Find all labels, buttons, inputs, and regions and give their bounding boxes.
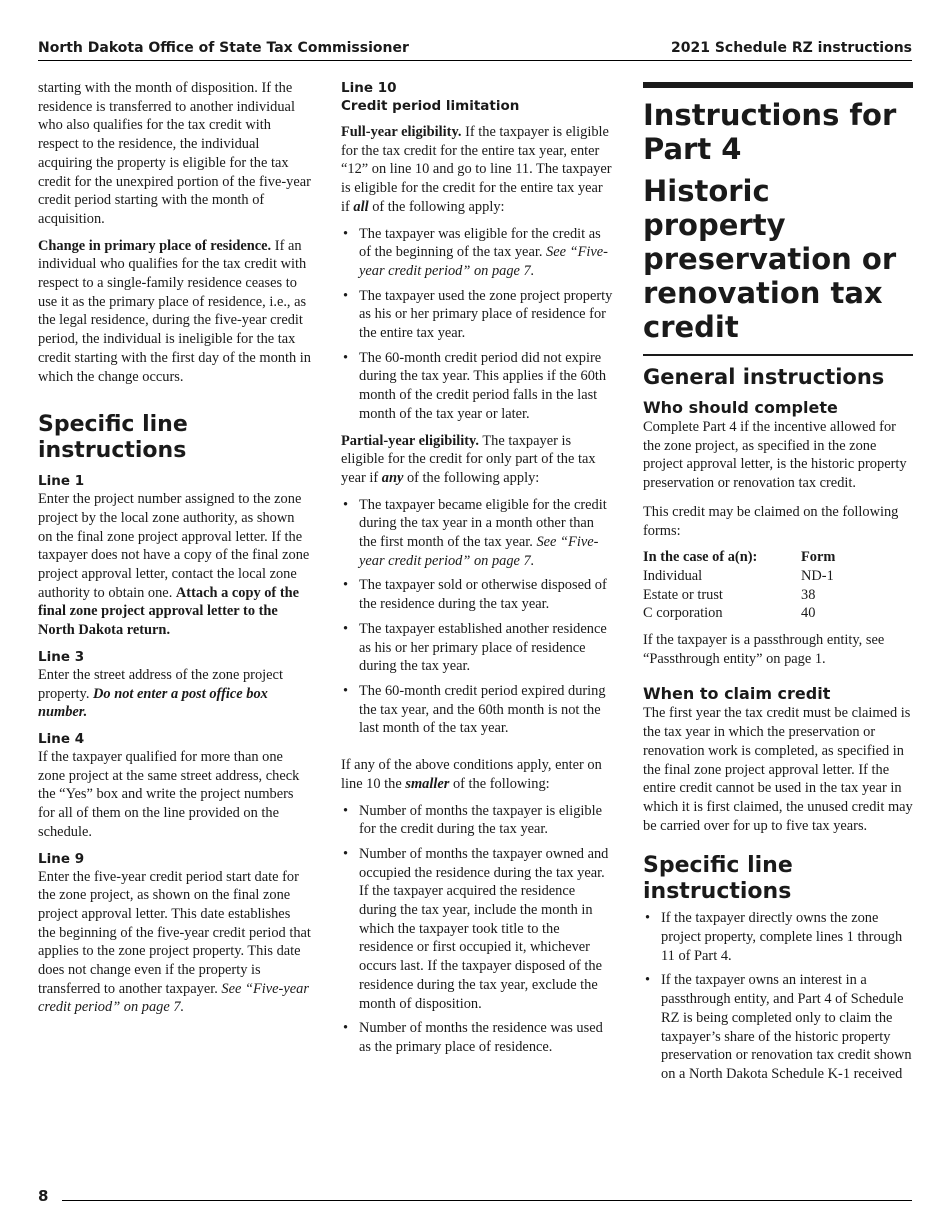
- smaller-body-end: of the following:: [452, 775, 550, 792]
- list-item: • If the taxpayer owns an interest in a passthrough entity, and Part 4 of Schedule RZ is being completed only to claim the taxpayer’s share of the historic property preservation or renovation tax credit shown on a North Dakota Schedule K-1 received: [643, 971, 913, 1083]
- partial-year-paragraph: [341, 432, 613, 488]
- list-item-text: The taxpayer was eligible for the credit as of the beginning of the tax year.: [359, 225, 601, 261]
- specific-line-heading-part4: Specific line instructions: [643, 853, 793, 905]
- line-10-title: Credit period limitation: [341, 98, 520, 114]
- list-item-text: The taxpayer sold or otherwise disposed of the residence during the tax year.: [359, 577, 607, 613]
- list-item-text: The taxpayer established another residence as his or her primary place of residence during the tax year.: [359, 620, 607, 675]
- partial-year-any: any: [381, 469, 404, 486]
- full-year-body: If the taxpayer is eligible for the tax credit for the entire tax year, enter “12” on line 10 and go to line 11. The taxpayer is eligible for the credit for the entire tax year if: [341, 124, 612, 215]
- list-item: • If the taxpayer directly owns the zone project property, complete lines 1 through 11 of Part 4.: [643, 909, 913, 965]
- line-4-label: Line 4: [38, 730, 85, 747]
- change-residence-body: If an individual who qualifies for the tax credit with respect to a single-family residence ceases to use it as the primary place of residence, i.e., as the legal residence, during the five-year credit period, the individual is ineligible for the tax credit starting with the first day of the month in which the change occurs.: [38, 237, 311, 385]
- table-row: [643, 567, 835, 586]
- line-9-paragraph: [38, 868, 311, 1018]
- line-9-body: Enter the five-year credit period start date for the zone project, as shown on the final zone project approval letter. This date establishes the beginning of the five-year credit period that applies to the zone project property. This date does not change even if the property is transferred to another taxpayer.: [38, 868, 311, 997]
- smaller-list: [341, 802, 613, 1057]
- partial-year-title: Partial-year eligibility.: [341, 432, 480, 449]
- line-1-label: Line 1: [38, 473, 85, 490]
- line-1-attach-note: Attach a copy of the final zone project approval letter to the North Dakota return.: [38, 584, 300, 639]
- specific-line-list: [643, 909, 913, 1083]
- smaller-paragraph: [341, 756, 613, 793]
- table-cell: Estate or trust: [643, 586, 723, 603]
- line-4-body: If the taxpayer qualified for more than one zone project at the same street address, check the “Yes” box and write the project numbers for all of them on the line provided on the schedule.: [38, 748, 300, 840]
- list-item: [341, 225, 613, 281]
- list-item-reference: See “Five-year credit period” on page 7.: [359, 244, 608, 279]
- page-footer: [38, 1187, 912, 1203]
- list-item-reference: See “Five-year credit period” on page 7.: [359, 534, 599, 569]
- table-header-form: Form: [801, 549, 836, 566]
- table-cell: Individual: [643, 567, 703, 584]
- table-cell: 40: [801, 605, 816, 622]
- agency-name: North Dakota Office of State Tax Commissioner: [38, 40, 409, 56]
- list-item: [341, 496, 613, 571]
- full-year-title: Full-year eligibility.: [341, 124, 462, 140]
- list-item: • Number of months the residence was used as the primary place of residence.: [341, 1019, 613, 1056]
- line-9-reference: See “Five-year credit period” on page 7.: [38, 980, 309, 1016]
- list-item: • Number of months the taxpayer owned and occupied the residence during the tax year. If the taxpayer acquired the residence during the tax year, include the month in which the taxpayer took title to the residence or first occupied it, whichever occurs last. If the taxpayer disposed of the residence during the tax year, exclude the month of disposition.: [341, 845, 613, 1013]
- column-3: [643, 82, 913, 1092]
- change-residence-paragraph: [38, 237, 311, 387]
- forms-table: [643, 548, 835, 623]
- line-3-body: Enter the street address of the zone project property.: [38, 666, 283, 702]
- line-1-body: Enter the project number assigned to the zone project by the local zone authority, as shown on the final zone project approval letter. If the taxpayer does not have a copy of the final zone project approval letter, contact the local zone authority to obtain one.: [38, 491, 310, 601]
- partial-year-body-end: of the following apply:: [406, 469, 540, 486]
- column-2: [341, 79, 613, 1065]
- list-item-text: The 60-month credit period expired during the tax year, and the 60th month is not the last month of the tax year.: [359, 682, 606, 737]
- line-9-label: Line 9: [38, 850, 85, 867]
- table-header-row: [643, 548, 835, 567]
- full-year-list: [341, 225, 613, 424]
- list-item-text: The 60-month credit period did not expire during the tax year. This applies if the 60th month of the credit period falls in the last month of the tax year or later.: [359, 349, 607, 422]
- list-item-text: The taxpayer used the zone project property as his or her primary place of residence for the entire tax year.: [359, 287, 613, 342]
- full-year-body-end: of the following apply:: [372, 198, 505, 215]
- who-should-complete-body: Complete Part 4 if the incentive allowed for the zone project, as specified in the zone project approval letter, is the historic property preservation or renovation tax credit.: [643, 419, 907, 492]
- part-4-title: Instructions for Part 4: [643, 98, 897, 166]
- list-item: [341, 620, 613, 676]
- section-divider: [643, 354, 913, 356]
- when-to-claim-heading: When to claim credit: [643, 684, 831, 704]
- document-title: 2021 Schedule RZ instructions: [670, 40, 912, 56]
- column-1: [38, 79, 311, 1025]
- line-3-warning: Do not enter a post office box number.: [38, 685, 268, 721]
- credit-title: Historic property preservation or renovation tax credit: [643, 174, 897, 344]
- specific-line-heading: Specific line instructions: [38, 412, 188, 464]
- general-instructions-heading: General instructions: [643, 365, 885, 389]
- intro-paragraph: starting with the month of disposition. If the residence is transferred to another individual who also qualifies for the tax credit with respect to the residence, the individual acquiring the property is eligible for the tax credit for the unexpired portion of the five-year credit period starting with the month of acquisition.: [38, 80, 311, 227]
- full-year-all: all: [353, 198, 369, 215]
- footer-rule: [62, 1200, 912, 1201]
- page-number: 8: [38, 1187, 49, 1205]
- full-year-paragraph: [341, 123, 613, 217]
- list-item: • Number of months the taxpayer is eligible for the credit during the tax year.: [341, 802, 613, 839]
- table-row: [643, 604, 835, 623]
- list-item: [341, 682, 613, 738]
- page-header: [38, 40, 912, 61]
- change-residence-title: Change in primary place of residence.: [38, 237, 272, 254]
- forms-intro: This credit may be claimed on the following forms:: [643, 503, 899, 539]
- table-cell: ND-1: [801, 567, 834, 584]
- title-rule: [643, 82, 913, 88]
- table-cell: C corporation: [643, 605, 723, 622]
- passthrough-note: If the taxpayer is a passthrough entity, see “Passthrough entity” on page 1.: [643, 632, 885, 667]
- line-1-paragraph: [38, 490, 311, 640]
- list-item: [341, 576, 613, 613]
- table-header-case: In the case of a(n):: [643, 549, 758, 566]
- list-item-text: The taxpayer became eligible for the credit during the tax year in a month other than the first month of the tax year.: [359, 496, 607, 551]
- list-item: [341, 287, 613, 343]
- partial-year-list: [341, 496, 613, 738]
- line-3-label: Line 3: [38, 648, 85, 665]
- line-3-paragraph: [38, 666, 311, 722]
- smaller-word: smaller: [405, 775, 450, 792]
- line-10-label: Line 10: [341, 80, 397, 96]
- partial-year-body: The taxpayer is eligible for the credit for only part of the tax year if: [341, 432, 596, 486]
- table-row: [643, 586, 835, 605]
- list-item: [341, 349, 613, 424]
- table-cell: 38: [801, 586, 816, 603]
- who-should-complete-heading: Who should complete: [643, 398, 838, 417]
- smaller-body: If any of the above conditions apply, enter on line 10 the: [341, 757, 602, 792]
- when-to-claim-body: The first year the tax credit must be claimed is the tax year in which the preservation or renovation work is completed, as specified in the final zone project approval letter. If the entire credit cannot be used in the tax year in which it is first claimed, the unused credit may be carried over for up to five tax years.: [643, 705, 913, 834]
